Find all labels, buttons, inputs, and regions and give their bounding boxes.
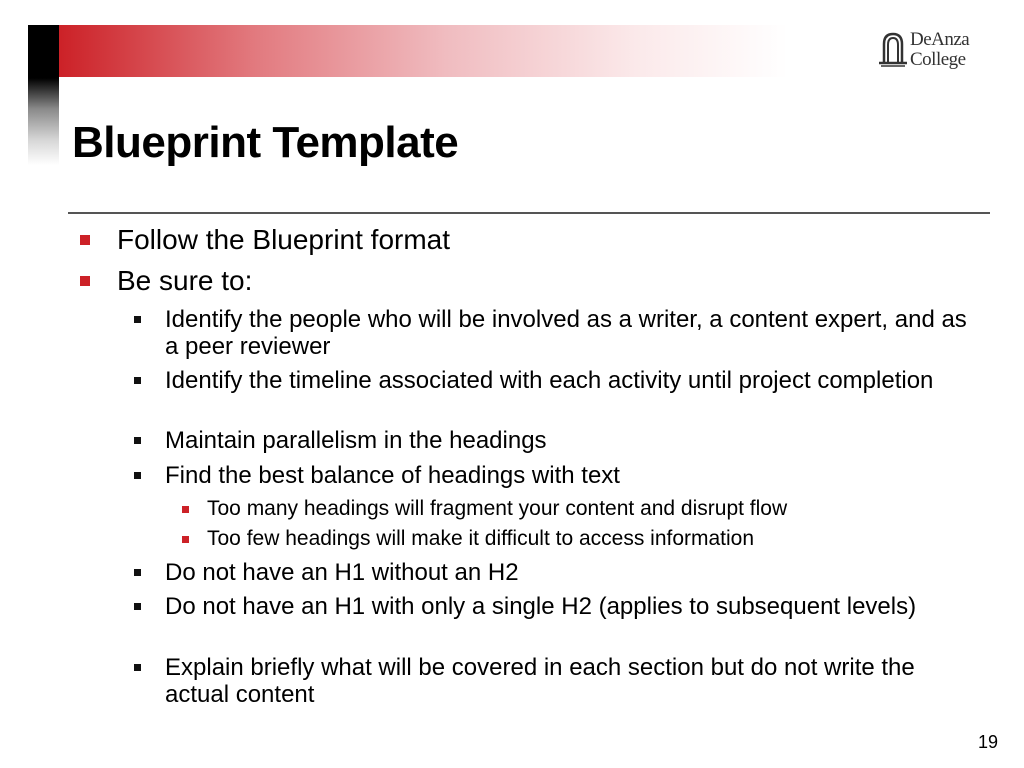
sub-sub-bullet-item — [182, 496, 962, 521]
sub-bullet-item — [130, 306, 970, 360]
bullet-text: Do not have an H1 without an H2 — [165, 559, 519, 586]
sub-bullet-item — [130, 654, 970, 708]
sub-bullet-item — [130, 427, 970, 454]
building-icon — [878, 28, 908, 68]
sub-bullet-item — [130, 462, 970, 489]
bullet-text: Find the best balance of headings with text — [165, 462, 620, 489]
bullet-item — [80, 224, 980, 256]
logo-line-1: DeAnza — [910, 29, 970, 50]
bullet-text: Follow the Blueprint format — [117, 224, 451, 255]
bullet-text: Do not have an H1 with only a single H2 (applies to subsequent levels) — [165, 593, 917, 620]
bullet-text: Too many headings will fragment your content and disrupt flow — [207, 497, 788, 520]
header-left-bar — [28, 25, 59, 165]
sub-bullet-item — [130, 559, 970, 586]
bullet-marker — [134, 603, 141, 610]
bullet-text: Maintain parallelism in the headings — [165, 427, 547, 454]
bullet-marker — [80, 235, 90, 245]
bullet-marker — [134, 664, 141, 671]
bullet-text: Too few headings will make it difficult to access information — [207, 527, 755, 550]
slide-title: Blueprint Template — [72, 118, 459, 167]
header-gradient-band — [28, 25, 788, 77]
bullet-marker — [80, 276, 90, 286]
bullet-item — [80, 265, 980, 297]
bullet-marker — [182, 536, 189, 543]
bullet-text: Identify the people who will be involved as a writer, a content expert, and as a peer reviewer — [165, 306, 967, 360]
bullet-text: Be sure to: — [117, 265, 253, 296]
bullet-marker — [134, 569, 141, 576]
page-number: 19 — [977, 732, 998, 752]
logo-line-2: College — [910, 49, 966, 70]
sub-sub-bullet-item — [182, 526, 962, 551]
bullet-marker — [134, 437, 141, 444]
bullet-marker — [182, 506, 189, 513]
sub-bullet-item — [130, 593, 970, 620]
bullet-text: Identify the timeline associated with each activity until project completion — [165, 367, 934, 394]
bullet-marker — [134, 377, 141, 384]
bullet-text: Explain briefly what will be covered in each section but do not write the actual content — [165, 654, 915, 708]
title-divider — [68, 212, 990, 214]
sub-bullet-item — [130, 367, 970, 394]
college-logo-text — [910, 30, 969, 70]
bullet-marker — [134, 316, 141, 323]
bullet-marker — [134, 472, 141, 479]
